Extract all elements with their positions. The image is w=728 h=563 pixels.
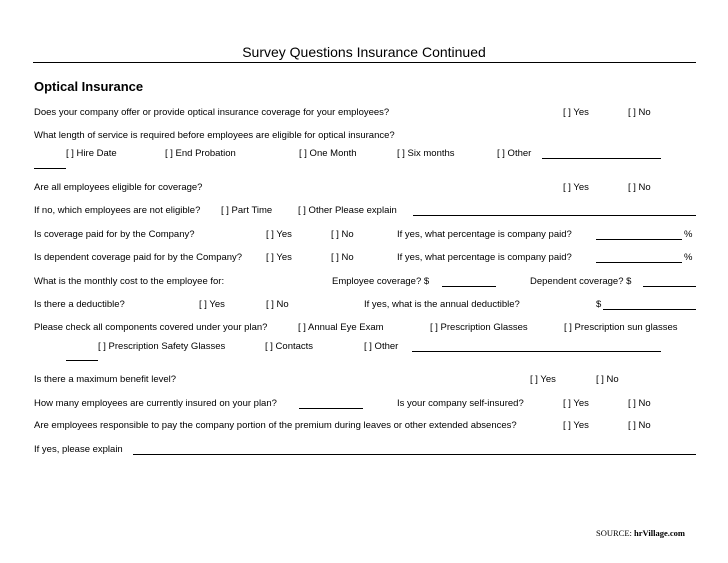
q12-no-checkbox[interactable]: [ ] No	[628, 420, 651, 431]
q10-text: Is there a maximum benefit level?	[34, 374, 177, 385]
q9-glasses-checkbox[interactable]: [ ] Prescription Glasses	[430, 322, 528, 333]
q2-six-months-checkbox[interactable]: [ ] Six months	[397, 148, 455, 159]
q9-other-field-cont[interactable]	[66, 360, 98, 361]
q9-sun-glasses-checkbox[interactable]: [ ] Prescription sun glasses	[564, 322, 678, 333]
q2-one-month-checkbox[interactable]: [ ] One Month	[299, 148, 357, 159]
q4-text: If no, which employees are not eligible?	[34, 205, 201, 216]
q9-other-checkbox[interactable]: [ ] Other	[364, 341, 399, 352]
q6-percent-unit: %	[684, 252, 693, 263]
q6-followup-text: If yes, what percentage is company paid?	[397, 252, 572, 263]
q7-employee-field[interactable]	[442, 286, 496, 287]
q1-text: Does your company offer or provide optical insurance coverage for your employees?	[34, 107, 390, 118]
q9-contacts-checkbox[interactable]: [ ] Contacts	[265, 341, 314, 352]
q6-text: Is dependent coverage paid for by the Company?	[34, 252, 243, 263]
q7-text: What is the monthly cost to the employee for:	[34, 276, 225, 287]
q6-no-checkbox[interactable]: [ ] No	[331, 252, 354, 263]
q8-followup-text: If yes, what is the annual deductible?	[364, 299, 520, 310]
q2-other-field-cont[interactable]	[34, 168, 66, 169]
q5-text: Is coverage paid for by the Company?	[34, 229, 195, 240]
q8-currency: $	[596, 299, 602, 310]
q11-yes-checkbox[interactable]: [ ] Yes	[563, 398, 589, 409]
q2-text: What length of service is required before employees are eligible for optical insurance?	[34, 130, 395, 141]
q6-percentage-field[interactable]	[596, 262, 682, 263]
q1-yes-checkbox[interactable]: [ ] Yes	[563, 107, 589, 118]
q9-text: Please check all components covered under your plan?	[34, 322, 268, 333]
q4-part-time-checkbox[interactable]: [ ] Part Time	[221, 205, 273, 216]
q8-no-checkbox[interactable]: [ ] No	[266, 299, 289, 310]
q2-hire-date-checkbox[interactable]: [ ] Hire Date	[66, 148, 117, 159]
section-heading: Optical Insurance	[34, 79, 144, 94]
q9-eye-exam-checkbox[interactable]: [ ] Annual Eye Exam	[298, 322, 384, 333]
q2-other-field[interactable]	[542, 158, 661, 159]
q4-other-checkbox[interactable]: [ ] Other Please explain	[298, 205, 397, 216]
q3-no-checkbox[interactable]: [ ] No	[628, 182, 651, 193]
q7-dependent-field[interactable]	[643, 286, 696, 287]
q3-text: Are all employees eligible for coverage?	[34, 182, 203, 193]
q10-no-checkbox[interactable]: [ ] No	[596, 374, 619, 385]
q2-other-checkbox[interactable]: [ ] Other	[497, 148, 532, 159]
q9-safety-glasses-checkbox[interactable]: [ ] Prescription Safety Glasses	[98, 341, 226, 352]
q11-followup-text: Is your company self-insured?	[397, 398, 524, 409]
q13-text: If yes, please explain	[34, 444, 123, 455]
page-title: Survey Questions Insurance Continued	[242, 44, 486, 60]
q7-dependent-label: Dependent coverage? $	[530, 276, 632, 287]
q6-yes-checkbox[interactable]: [ ] Yes	[266, 252, 292, 263]
q12-yes-checkbox[interactable]: [ ] Yes	[563, 420, 589, 431]
q12-text: Are employees responsible to pay the company portion of the premium during leaves or other extended absences?	[34, 420, 517, 431]
q10-yes-checkbox[interactable]: [ ] Yes	[530, 374, 556, 385]
q1-no-checkbox[interactable]: [ ] No	[628, 107, 651, 118]
source-credit	[596, 528, 685, 538]
q7-employee-label: Employee coverage? $	[332, 276, 430, 287]
q5-percentage-field[interactable]	[596, 239, 682, 240]
q5-percent-unit: %	[684, 229, 693, 240]
q5-no-checkbox[interactable]: [ ] No	[331, 229, 354, 240]
source-name: hrVillage.com	[634, 528, 685, 538]
q5-followup-text: If yes, what percentage is company paid?	[397, 229, 572, 240]
q3-yes-checkbox[interactable]: [ ] Yes	[563, 182, 589, 193]
q9-other-field[interactable]	[412, 351, 661, 352]
title-rule	[33, 62, 696, 63]
q2-end-probation-checkbox[interactable]: [ ] End Probation	[165, 148, 236, 159]
q13-explain-field[interactable]	[133, 454, 696, 455]
q8-yes-checkbox[interactable]: [ ] Yes	[199, 299, 225, 310]
source-label: SOURCE:	[596, 528, 632, 538]
q11-text: How many employees are currently insured on your plan?	[34, 398, 277, 409]
q11-count-field[interactable]	[299, 408, 363, 409]
q8-text: Is there a deductible?	[34, 299, 125, 310]
q8-deductible-field[interactable]	[603, 309, 696, 310]
q11-no-checkbox[interactable]: [ ] No	[628, 398, 651, 409]
q4-explain-field[interactable]	[413, 215, 696, 216]
q5-yes-checkbox[interactable]: [ ] Yes	[266, 229, 292, 240]
